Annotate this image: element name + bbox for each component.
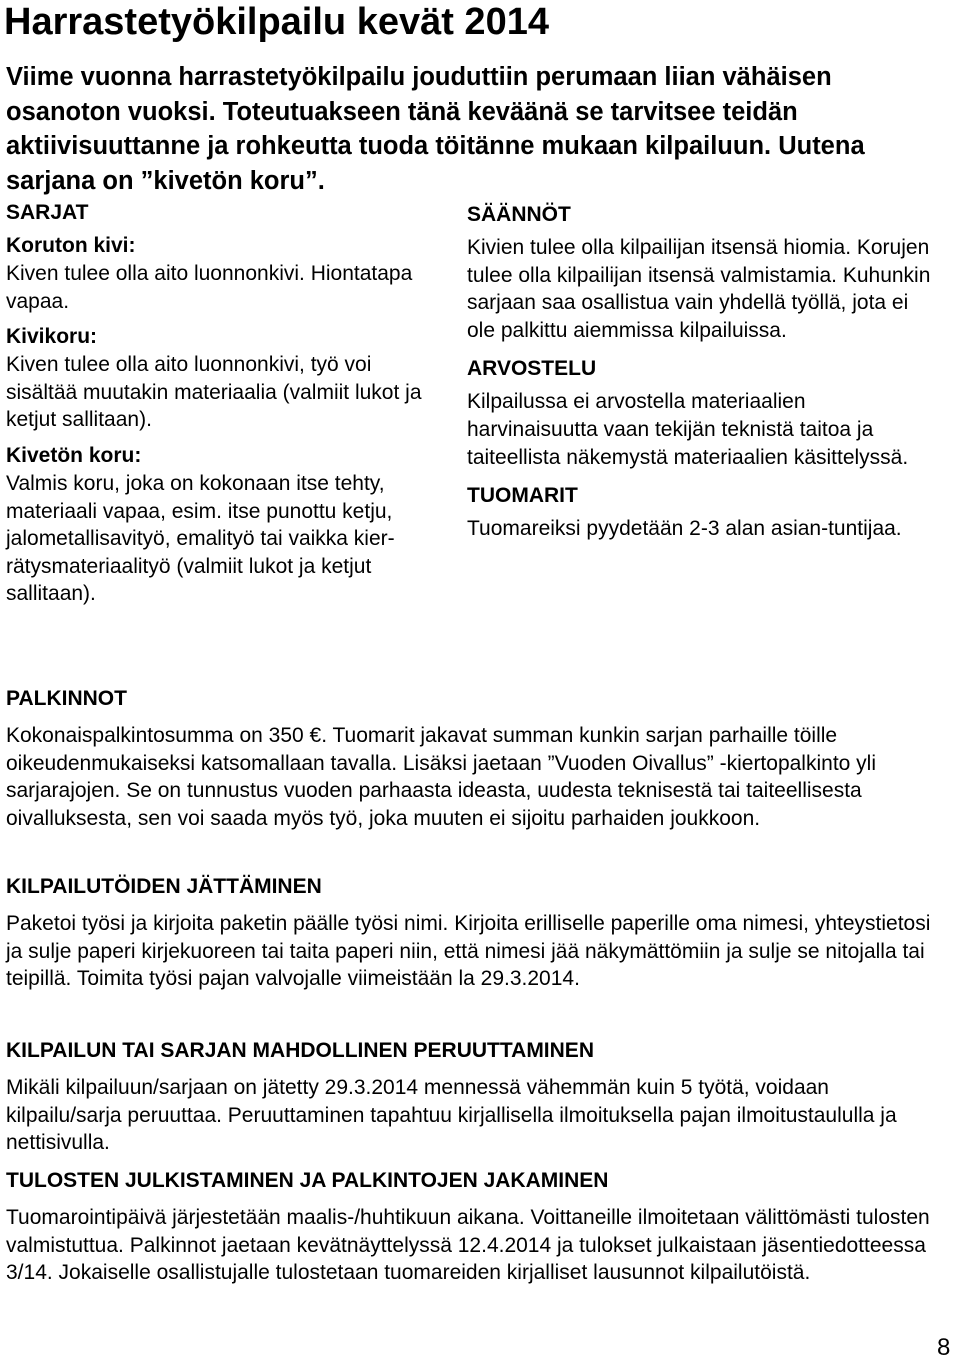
submission-section — [6, 872, 936, 993]
intro-paragraph: Viime vuonna harrastetyökilpailu jouduttiin perumaan liian vähäisen osanoton vuoksi. Toteutuakseen tänä keväänä se tarvitsee teidän aktiivisuuttanne ja rohkeutta tuoda töitänne mukaan kilpailuun. Uutena sarjana on ”kivetön koru”. — [6, 63, 865, 195]
judges-heading: TUOMARIT — [467, 484, 578, 508]
rules-text: Kivien tulee olla kilpailijan itsensä hiomia. Korujen tulee olla kilpailijan itsensä valmistamia. Kuhunkin sarjaan saa osallistua vain yhdellä työllä, jota ei ole palkittu aiemmissa kilpailuissa. — [467, 236, 931, 342]
cancellation-section — [6, 1036, 936, 1157]
page-number: 8 — [937, 1334, 951, 1361]
prizes-heading: PALKINNOT — [6, 687, 127, 710]
uncut-stone-label: Koruton kivi: — [6, 234, 136, 257]
prizes-text: Kokonaispalkintosumma on 350 €. Tuomarit jakavat summan kunkin sarjan parhaille töille oikeudenmukaiseksi katsomallaan tavalla. Lisäksi jaetaan ”Vuoden Oivallus” -kiertopalkinto yli sarjarajojen. Se on tunnustus vuoden parhaasta ideasta, uudesta teknisestä tai taiteellisesta oivalluksesta, sen voi saada myös työ, joka muuten ei sijoitu parhaiden joukkoon. — [6, 724, 876, 830]
cancellation-text: Mikäli kilpailuun/sarjaan on jätetty 29.3.2014 mennessä vähemmän kuin 5 työtä, voidaan kilpailu/sarja peruuttaa. Peruuttaminen tapahtuu kirjallisella ilmoituksella pajan ilmoitustaululla ja nettisivulla. — [6, 1076, 897, 1155]
stone-jewel-text: Kiven tulee olla aito luonnonkivi, työ voi sisältää muutakin materiaalia (valmiit lukot ja ketjut sallitaan). — [6, 353, 422, 432]
judges-text: Tuomareiksi pyydetään 2-3 alan asian-tuntijaa. — [467, 517, 902, 541]
submission-text: Paketoi työsi ja kirjoita paketin päälle työsi nimi. Kirjoita erilliselle paperille oma nimesi, yhteystietosi ja sulje paperi kirjekuoreen tai taita paperi niin, että nimesi jää näkymättömiin ja sulje se nitojalla tai teipillä. Toimita työsi pajan valvojalle viimeistään la 29.3.2014. — [6, 912, 931, 991]
uncut-stone-text: Kiven tulee olla aito luonnonkivi. Hiontatapa vapaa. — [6, 262, 413, 313]
series-heading: SARJAT — [6, 201, 89, 224]
cancellation-heading: KILPAILUN TAI SARJAN MAHDOLLINEN PERUUTTAMINEN — [6, 1039, 594, 1062]
stoneless-jewel-label: Kivetön koru: — [6, 443, 142, 467]
submission-heading: KILPAILUTÖIDEN JÄTTÄMINEN — [6, 875, 322, 898]
rules-heading: SÄÄNNÖT — [467, 203, 571, 226]
page-title: Harrastetyökilpailu kevät 2014 — [4, 1, 549, 43]
judging-heading: ARVOSTELU — [467, 357, 597, 381]
stoneless-jewel-text: Valmis koru, joka on kokonaan itse tehty, materiaali vapaa, esim. itse punottu ketju, jalometallisavityö, emalityö tai vaikka kier-rätysmateriaalityö (valmiit lukot ja ketjut sallitaan). — [6, 471, 395, 606]
results-text: Tuomarointipäivä järjestetään maalis-/huhtikuun aikana. Voittaneille ilmoitetaan välittömästi tulosten valmistuttua. Palkinnot jaetaan kevätnäyttelyssä 12.4.2014 ja tulokset julkaistaan jäsentiedotteessa 3/14. Jokaiselle osallistujalle tulostetaan tuomareiden kirjalliset lausunnot kilpailutöistä. — [6, 1206, 930, 1285]
results-section — [6, 1166, 936, 1287]
results-heading: TULOSTEN JULKISTAMINEN JA PALKINTOJEN JAKAMINEN — [6, 1169, 609, 1192]
prizes-section — [6, 684, 936, 832]
series-column — [6, 198, 446, 608]
judging-text: Kilpailussa ei arvostella materiaalien harvinaisuutta vaan tekijän teknistä taitoa ja taiteellista näkemystä materiaalien käsittelyssä. — [467, 390, 909, 469]
stone-jewel-label: Kivikoru: — [6, 325, 98, 349]
rules-column — [467, 200, 937, 543]
